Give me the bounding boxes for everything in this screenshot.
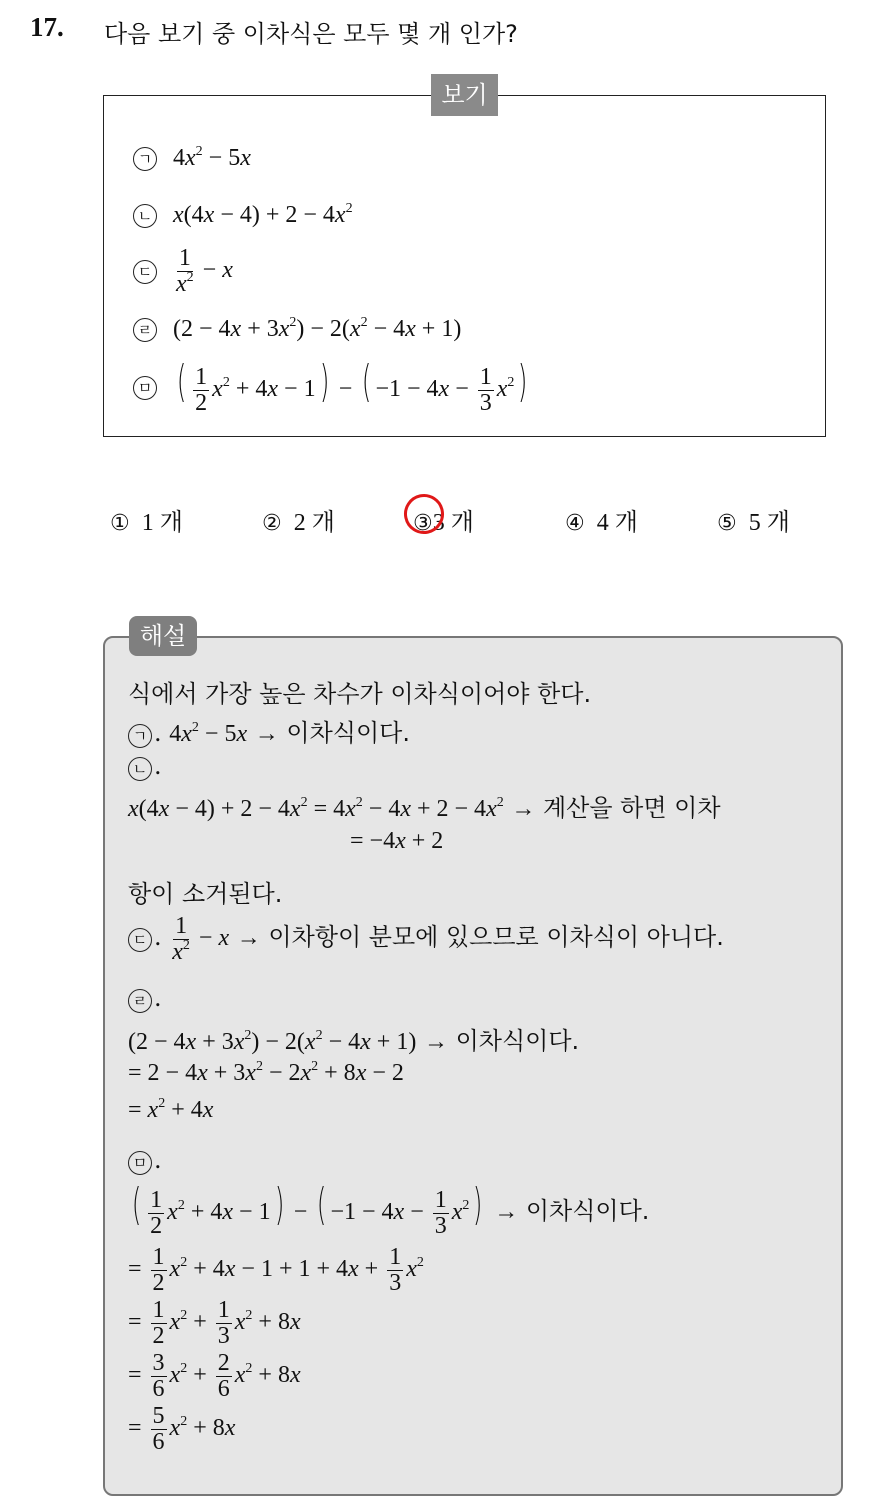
bogi-item-5 xyxy=(133,356,532,416)
question-number: 17. xyxy=(30,12,64,42)
marker-mieum: ㅁ xyxy=(133,376,157,400)
expr-2: $x(4x - 4) + 2 - 4x^2$ xyxy=(173,201,353,228)
bogi-item-1 xyxy=(133,145,251,172)
solution-rieul-line2: = $2 - 4x + 3x^2 - 2x^2 + 8x - 2$ xyxy=(128,1059,404,1086)
bogi-item-3 xyxy=(133,246,233,297)
marker-giyeok: ㄱ xyxy=(133,147,157,171)
expr-1: $4x^2 - 5x$ xyxy=(173,144,251,171)
choice-3[interactable]: ③3 개 xyxy=(413,508,474,536)
expr-4: $(2 - 4x + 3x^2) - 2(x^2 - 4x + 1)$ xyxy=(173,315,462,342)
expr-5: ( $\frac{1}{2}$ $x^2 + 4x - 1$) − ( −1 − 4x − $\frac{1}{3}$ $x^2$) xyxy=(176,356,528,416)
choice-1[interactable]: ① 1 개 xyxy=(110,508,183,536)
bogi-item-4 xyxy=(133,316,461,343)
marker-nieun: ㄴ xyxy=(133,204,157,228)
question-text: 다음 보기 중 이차식은 모두 몇 개 인가? xyxy=(104,20,518,48)
solution-mieum-marker: ㅁ . xyxy=(128,1146,162,1175)
solution-mieum-line2: = $\frac{1}{2}$ $x^2 + 4x - 1 + 1 + 4x$ + $\frac{1}{3}$ $x^2$ xyxy=(128,1244,424,1297)
solution-mieum-line5: = $\frac{5}{6}$ $x^2 + 8x$ xyxy=(128,1403,236,1456)
solution-nieun-note: 항이 소거된다. xyxy=(128,880,283,908)
bogi-tab: 보기 xyxy=(431,74,498,116)
solution-nieun-line2: = −4x + 2 xyxy=(350,828,444,854)
solution-intro: 식에서 가장 높은 차수가 이차식이어야 한다. xyxy=(128,680,592,708)
solution-rieul-marker: ㄹ . xyxy=(128,984,162,1013)
marker-digeut: ㄷ xyxy=(133,260,157,284)
solution-rieul-line1: $(2 - 4x + 3x^2) - 2(x^2 - 4x + 1)$ → 이차식이다. xyxy=(128,1027,580,1055)
bogi-item-2 xyxy=(133,202,353,229)
solution-nieun-marker: ㄴ . xyxy=(128,752,162,781)
solution-mieum-line3: = $\frac{1}{2}$ $x^2$ + $\frac{1}{3}$ $x^2 + 8x$ xyxy=(128,1297,301,1350)
solution-digeut: ㄷ . $\frac{1}{x^2}$ − x → 이차항이 분모에 있으므로 이차식이 아니다. xyxy=(128,914,724,965)
solution-mieum-line1: ( $\frac{1}{2}$ $x^2 + 4x - 1$) − ( −1 − 4x − $\frac{1}{3}$ $x^2$) → 이차식이다. xyxy=(131,1179,650,1239)
solution-nieun-line1: $x(4x - 4) + 2 - 4x^2 = 4x^2 - 4x + 2 - 4x^2$ → 계산을 하면 이차 xyxy=(128,794,721,822)
choice-4[interactable]: ④ 4 개 xyxy=(565,508,638,536)
solution-giyeok: ㄱ . $4x^2 - 5x$ → 이차식이다. xyxy=(128,713,410,748)
solution-mieum-line4: = $\frac{3}{6}$ $x^2$ + $\frac{2}{6}$ $x^2 + 8x$ xyxy=(128,1350,301,1403)
choice-5[interactable]: ⑤ 5 개 xyxy=(717,508,790,536)
choice-2[interactable]: ② 2 개 xyxy=(262,508,335,536)
solution-rieul-line3: = $x^2 + 4x$ xyxy=(128,1096,214,1123)
expr-3: $\frac{1}{x^2}$ − x xyxy=(176,245,233,298)
marker-rieul: ㄹ xyxy=(133,318,157,342)
solution-tab: 해설 xyxy=(129,616,197,656)
